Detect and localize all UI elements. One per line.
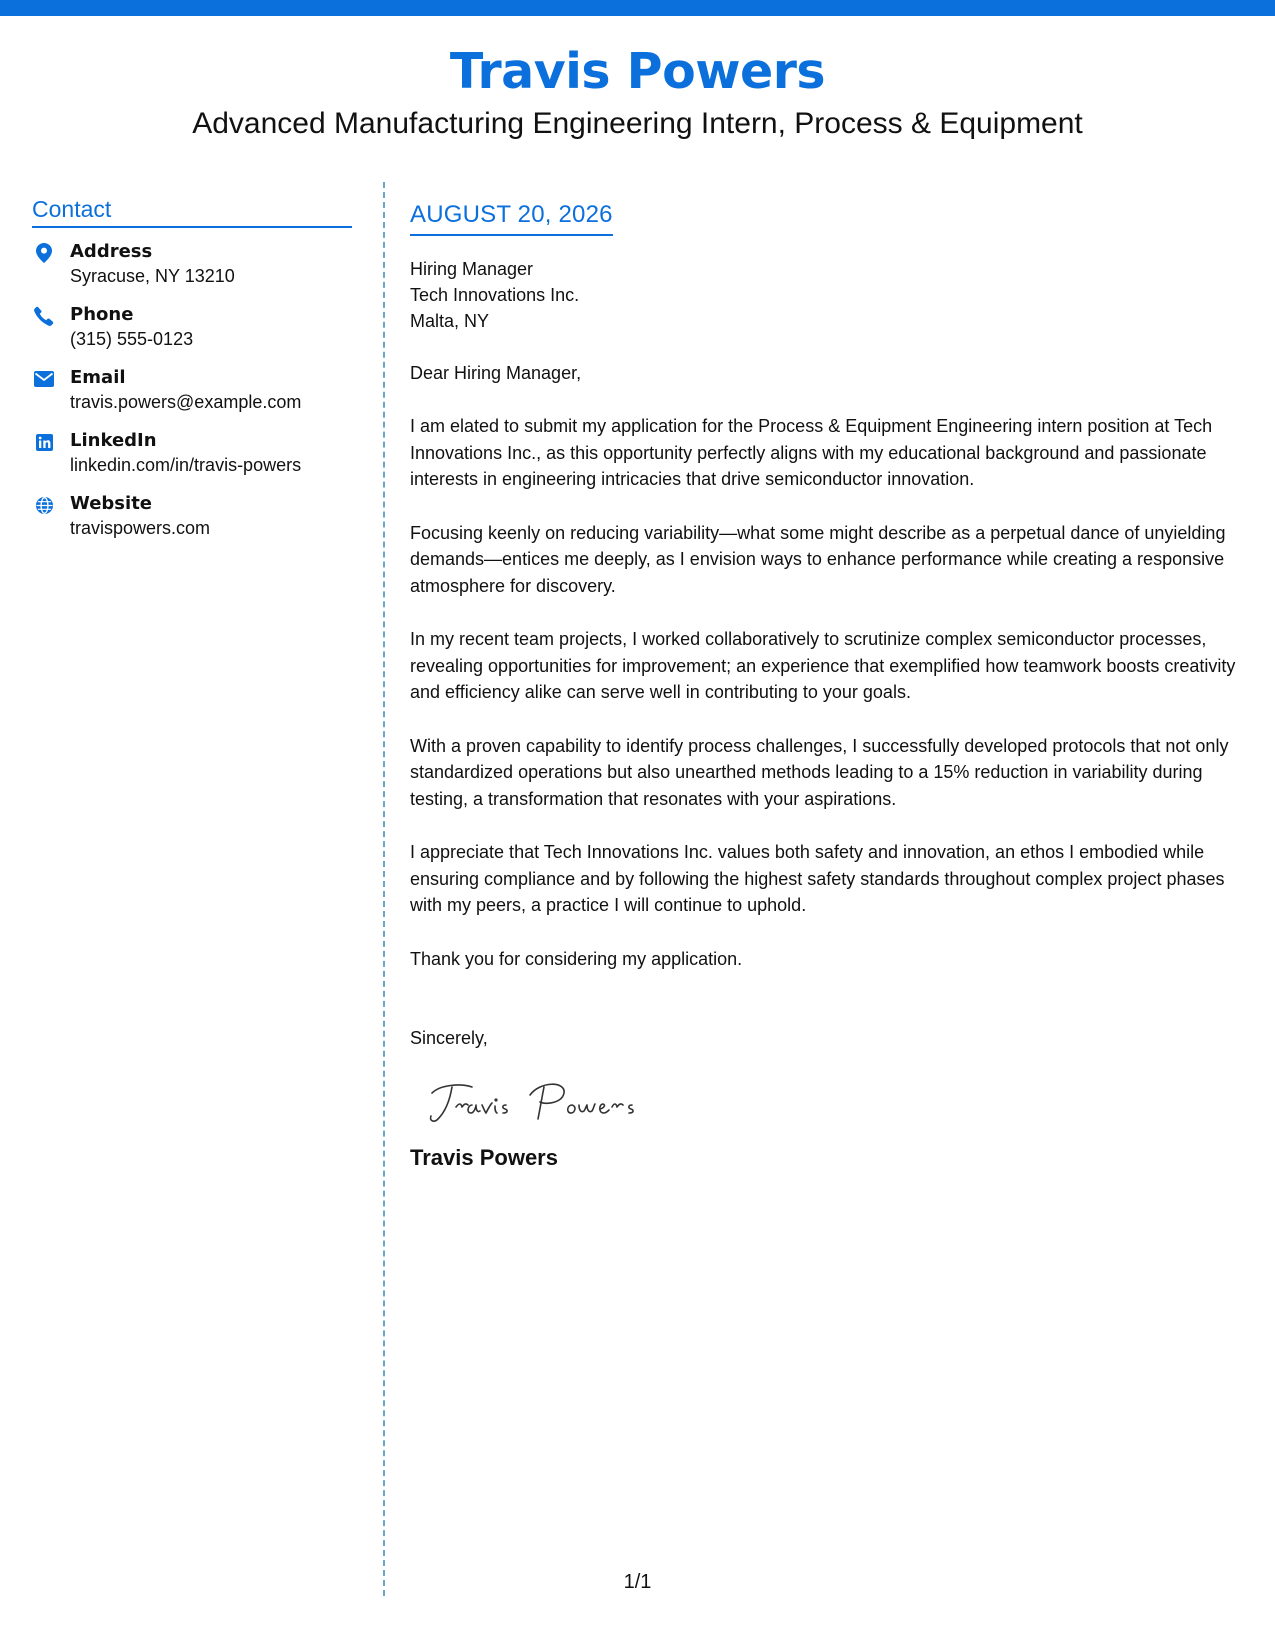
recipient-line: Hiring Manager xyxy=(410,259,534,279)
letter-paragraph: In my recent team projects, I worked collaboratively to scrutinize complex semiconductor processes, revealing opportunities for improvement; an experience that exemplified how teamwork boosts creativity and efficiency alike can serve well in contributing to your goals. xyxy=(410,629,1236,702)
contact-list xyxy=(32,240,352,555)
letter-paragraph: I am elated to submit my application for the Process & Equipment Engineering intern position at Tech Innovations Inc., as this opportunity perfectly aligns with my educational background and passionate interests in engineering intricacies that drive semiconductor innovation. xyxy=(410,416,1213,489)
salutation: Dear Hiring Manager, xyxy=(410,363,582,383)
linkedin-icon xyxy=(34,432,54,452)
contact-value: (315) 555-0123 xyxy=(70,329,194,349)
applicant-name: Travis Powers xyxy=(449,43,826,100)
phone-icon xyxy=(34,306,54,326)
contact-item-phone xyxy=(32,303,352,366)
contact-label: LinkedIn xyxy=(70,430,157,451)
letter-paragraph: Thank you for considering my application. xyxy=(410,948,743,969)
recipient-line: Malta, NY xyxy=(410,311,490,331)
contact-value: travis.powers@example.com xyxy=(70,392,302,412)
contact-label: Website xyxy=(70,493,153,514)
letter-paragraph: I appreciate that Tech Innovations Inc. values both safety and innovation, an ethos I embodied while ensuring compliance and by following the highest safety standards throughout complex project phases with my peers, a practice I will continue to uphold. xyxy=(410,842,1225,915)
signer-name: Travis Powers xyxy=(410,1145,558,1170)
contact-item-linkedin xyxy=(32,429,352,492)
contact-heading: Contact xyxy=(32,194,352,228)
globe-icon xyxy=(34,495,54,515)
recipient-line: Tech Innovations Inc. xyxy=(410,285,580,305)
contact-label: Address xyxy=(70,241,153,262)
contact-value: travispowers.com xyxy=(70,518,211,538)
column-divider xyxy=(383,182,385,1596)
job-title: Advanced Manufacturing Engineering Intern, Process & Equipment xyxy=(192,107,1083,140)
top-accent-bar xyxy=(0,0,1275,16)
letter-date: AUGUST 20, 2026 xyxy=(410,198,613,236)
contact-sidebar xyxy=(32,194,352,555)
contact-value: linkedin.com/in/travis-powers xyxy=(70,455,302,475)
location-pin-icon xyxy=(34,243,54,263)
contact-value: Syracuse, NY 13210 xyxy=(70,266,235,286)
contact-label: Email xyxy=(70,367,126,388)
page-header xyxy=(0,40,1275,144)
handwritten-signature xyxy=(426,1075,1250,1135)
recipient-block xyxy=(410,256,1250,334)
letter-paragraph: With a proven capability to identify process challenges, I successfully developed protocols that not only standardized operations but also unearthed methods leading to a 15% reduction in variability during testing, a transformation that resonates with your aspirations. xyxy=(410,735,1229,809)
contact-label: Phone xyxy=(70,304,134,325)
letter-paragraph: Focusing keenly on reducing variability—what some might describe as a perpetual dance of unyielding demands—entices me deeply, as I envision ways to enhance performance while creating a responsive atmosphere for discovery. xyxy=(410,522,1226,596)
page-number: 1/1 xyxy=(623,1571,652,1593)
contact-item-email xyxy=(32,366,352,429)
closing: Sincerely, xyxy=(410,1028,488,1048)
email-icon xyxy=(34,369,54,389)
contact-item-website xyxy=(32,492,352,555)
letter-body xyxy=(410,198,1250,1173)
contact-item-address xyxy=(32,240,352,303)
